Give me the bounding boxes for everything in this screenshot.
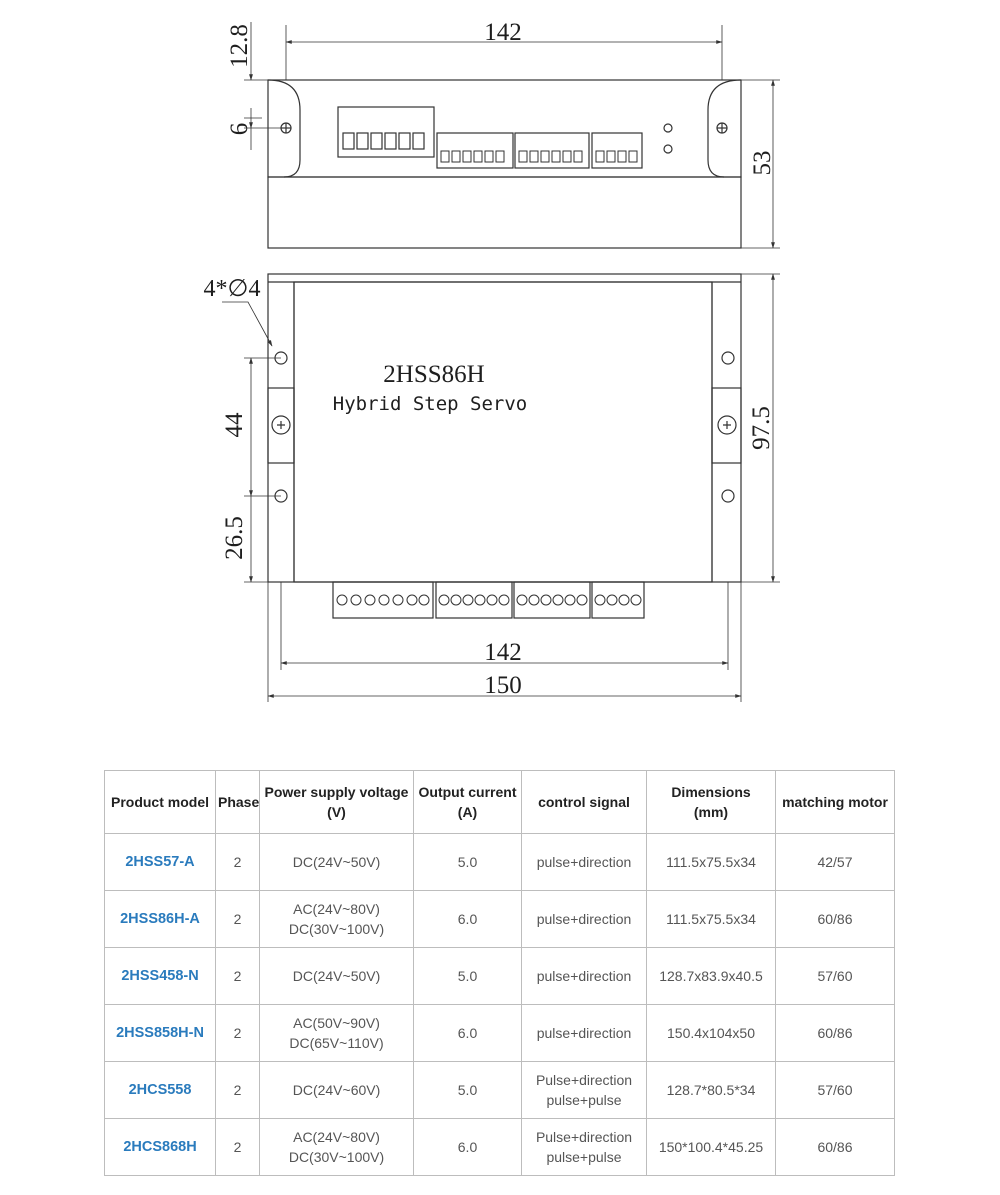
cell-model: 2HSS858H-N	[105, 1005, 216, 1062]
cell-dimensions: 150.4x104x50	[647, 1005, 776, 1062]
cell-current: 6.0	[414, 1005, 522, 1062]
cell-voltage: AC(50V~90V) DC(65V~110V)	[260, 1005, 414, 1062]
front-dim-outer-width: 150	[484, 672, 522, 699]
cell-current: 5.0	[414, 834, 522, 891]
cell-signal: pulse+direction	[522, 834, 647, 891]
cell-motor: 60/86	[776, 1119, 895, 1176]
cell-signal: pulse+direction	[522, 891, 647, 948]
cell-dimensions: 128.7*80.5*34	[647, 1062, 776, 1119]
cell-motor: 57/60	[776, 948, 895, 1005]
table-row	[105, 1005, 895, 1062]
hole-callout: 4*∅4	[203, 276, 261, 302]
cell-current: 6.0	[414, 891, 522, 948]
cell-motor: 57/60	[776, 1062, 895, 1119]
header-control-signal: control signal	[522, 771, 647, 834]
cell-model: 2HSS86H-A	[105, 891, 216, 948]
cell-dimensions: 128.7x83.9x40.5	[647, 948, 776, 1005]
cell-phase: 2	[216, 1005, 260, 1062]
cell-motor: 60/86	[776, 1005, 895, 1062]
cell-current: 5.0	[414, 948, 522, 1005]
side-dim-left-lower: 6	[226, 122, 253, 136]
cell-phase: 2	[216, 891, 260, 948]
cell-model: 2HSS458-N	[105, 948, 216, 1005]
table-row	[105, 834, 895, 891]
table-row	[105, 891, 895, 948]
cell-dimensions: 150*100.4*45.25	[647, 1119, 776, 1176]
cell-voltage: AC(24V~80V) DC(30V~100V)	[260, 1119, 414, 1176]
spec-table	[104, 770, 895, 1176]
cell-signal: Pulse+direction pulse+pulse	[522, 1119, 647, 1176]
cell-motor: 60/86	[776, 891, 895, 948]
cell-motor: 42/57	[776, 834, 895, 891]
table-row	[105, 948, 895, 1005]
header-power-supply: Power supply voltage (V)	[260, 771, 414, 834]
table-row	[105, 1062, 895, 1119]
front-dim-hole-spacing: 44	[221, 412, 248, 438]
header-output-current: Output current (A)	[414, 771, 522, 834]
header-product-model: Product model	[105, 771, 216, 834]
header-phase: Phase	[216, 771, 260, 834]
front-view	[222, 274, 780, 702]
cell-voltage: AC(24V~80V) DC(30V~100V)	[260, 891, 414, 948]
table-row	[105, 1119, 895, 1176]
model-label: 2HSS86H	[383, 361, 485, 388]
cell-current: 5.0	[414, 1062, 522, 1119]
cell-current: 6.0	[414, 1119, 522, 1176]
front-dim-depth: 97.5	[748, 406, 775, 450]
cell-dimensions: 111.5x75.5x34	[647, 891, 776, 948]
front-dim-inner-width: 142	[484, 639, 522, 666]
cell-signal: pulse+direction	[522, 1005, 647, 1062]
side-dim-height: 53	[749, 150, 776, 176]
cell-signal: Pulse+direction pulse+pulse	[522, 1062, 647, 1119]
cell-model: 2HCS868H	[105, 1119, 216, 1176]
cell-phase: 2	[216, 1119, 260, 1176]
cell-dimensions: 111.5x75.5x34	[647, 834, 776, 891]
side-dim-top-width: 142	[484, 19, 522, 46]
cell-model: 2HCS558	[105, 1062, 216, 1119]
cell-signal: pulse+direction	[522, 948, 647, 1005]
cell-voltage: DC(24V~50V)	[260, 948, 414, 1005]
cell-phase: 2	[216, 834, 260, 891]
cell-voltage: DC(24V~60V)	[260, 1062, 414, 1119]
cell-phase: 2	[216, 1062, 260, 1119]
cell-voltage: DC(24V~50V)	[260, 834, 414, 891]
header-dimensions: Dimensions (mm)	[647, 771, 776, 834]
front-dim-bottom-offset: 26.5	[221, 516, 248, 560]
side-view	[244, 22, 780, 248]
cell-model: 2HSS57-A	[105, 834, 216, 891]
header-matching-motor: matching motor	[776, 771, 895, 834]
model-subtitle: Hybrid Step Servo	[332, 393, 528, 415]
table-header-row	[105, 771, 895, 834]
cell-phase: 2	[216, 948, 260, 1005]
side-dim-left-upper: 12.8	[226, 24, 253, 68]
